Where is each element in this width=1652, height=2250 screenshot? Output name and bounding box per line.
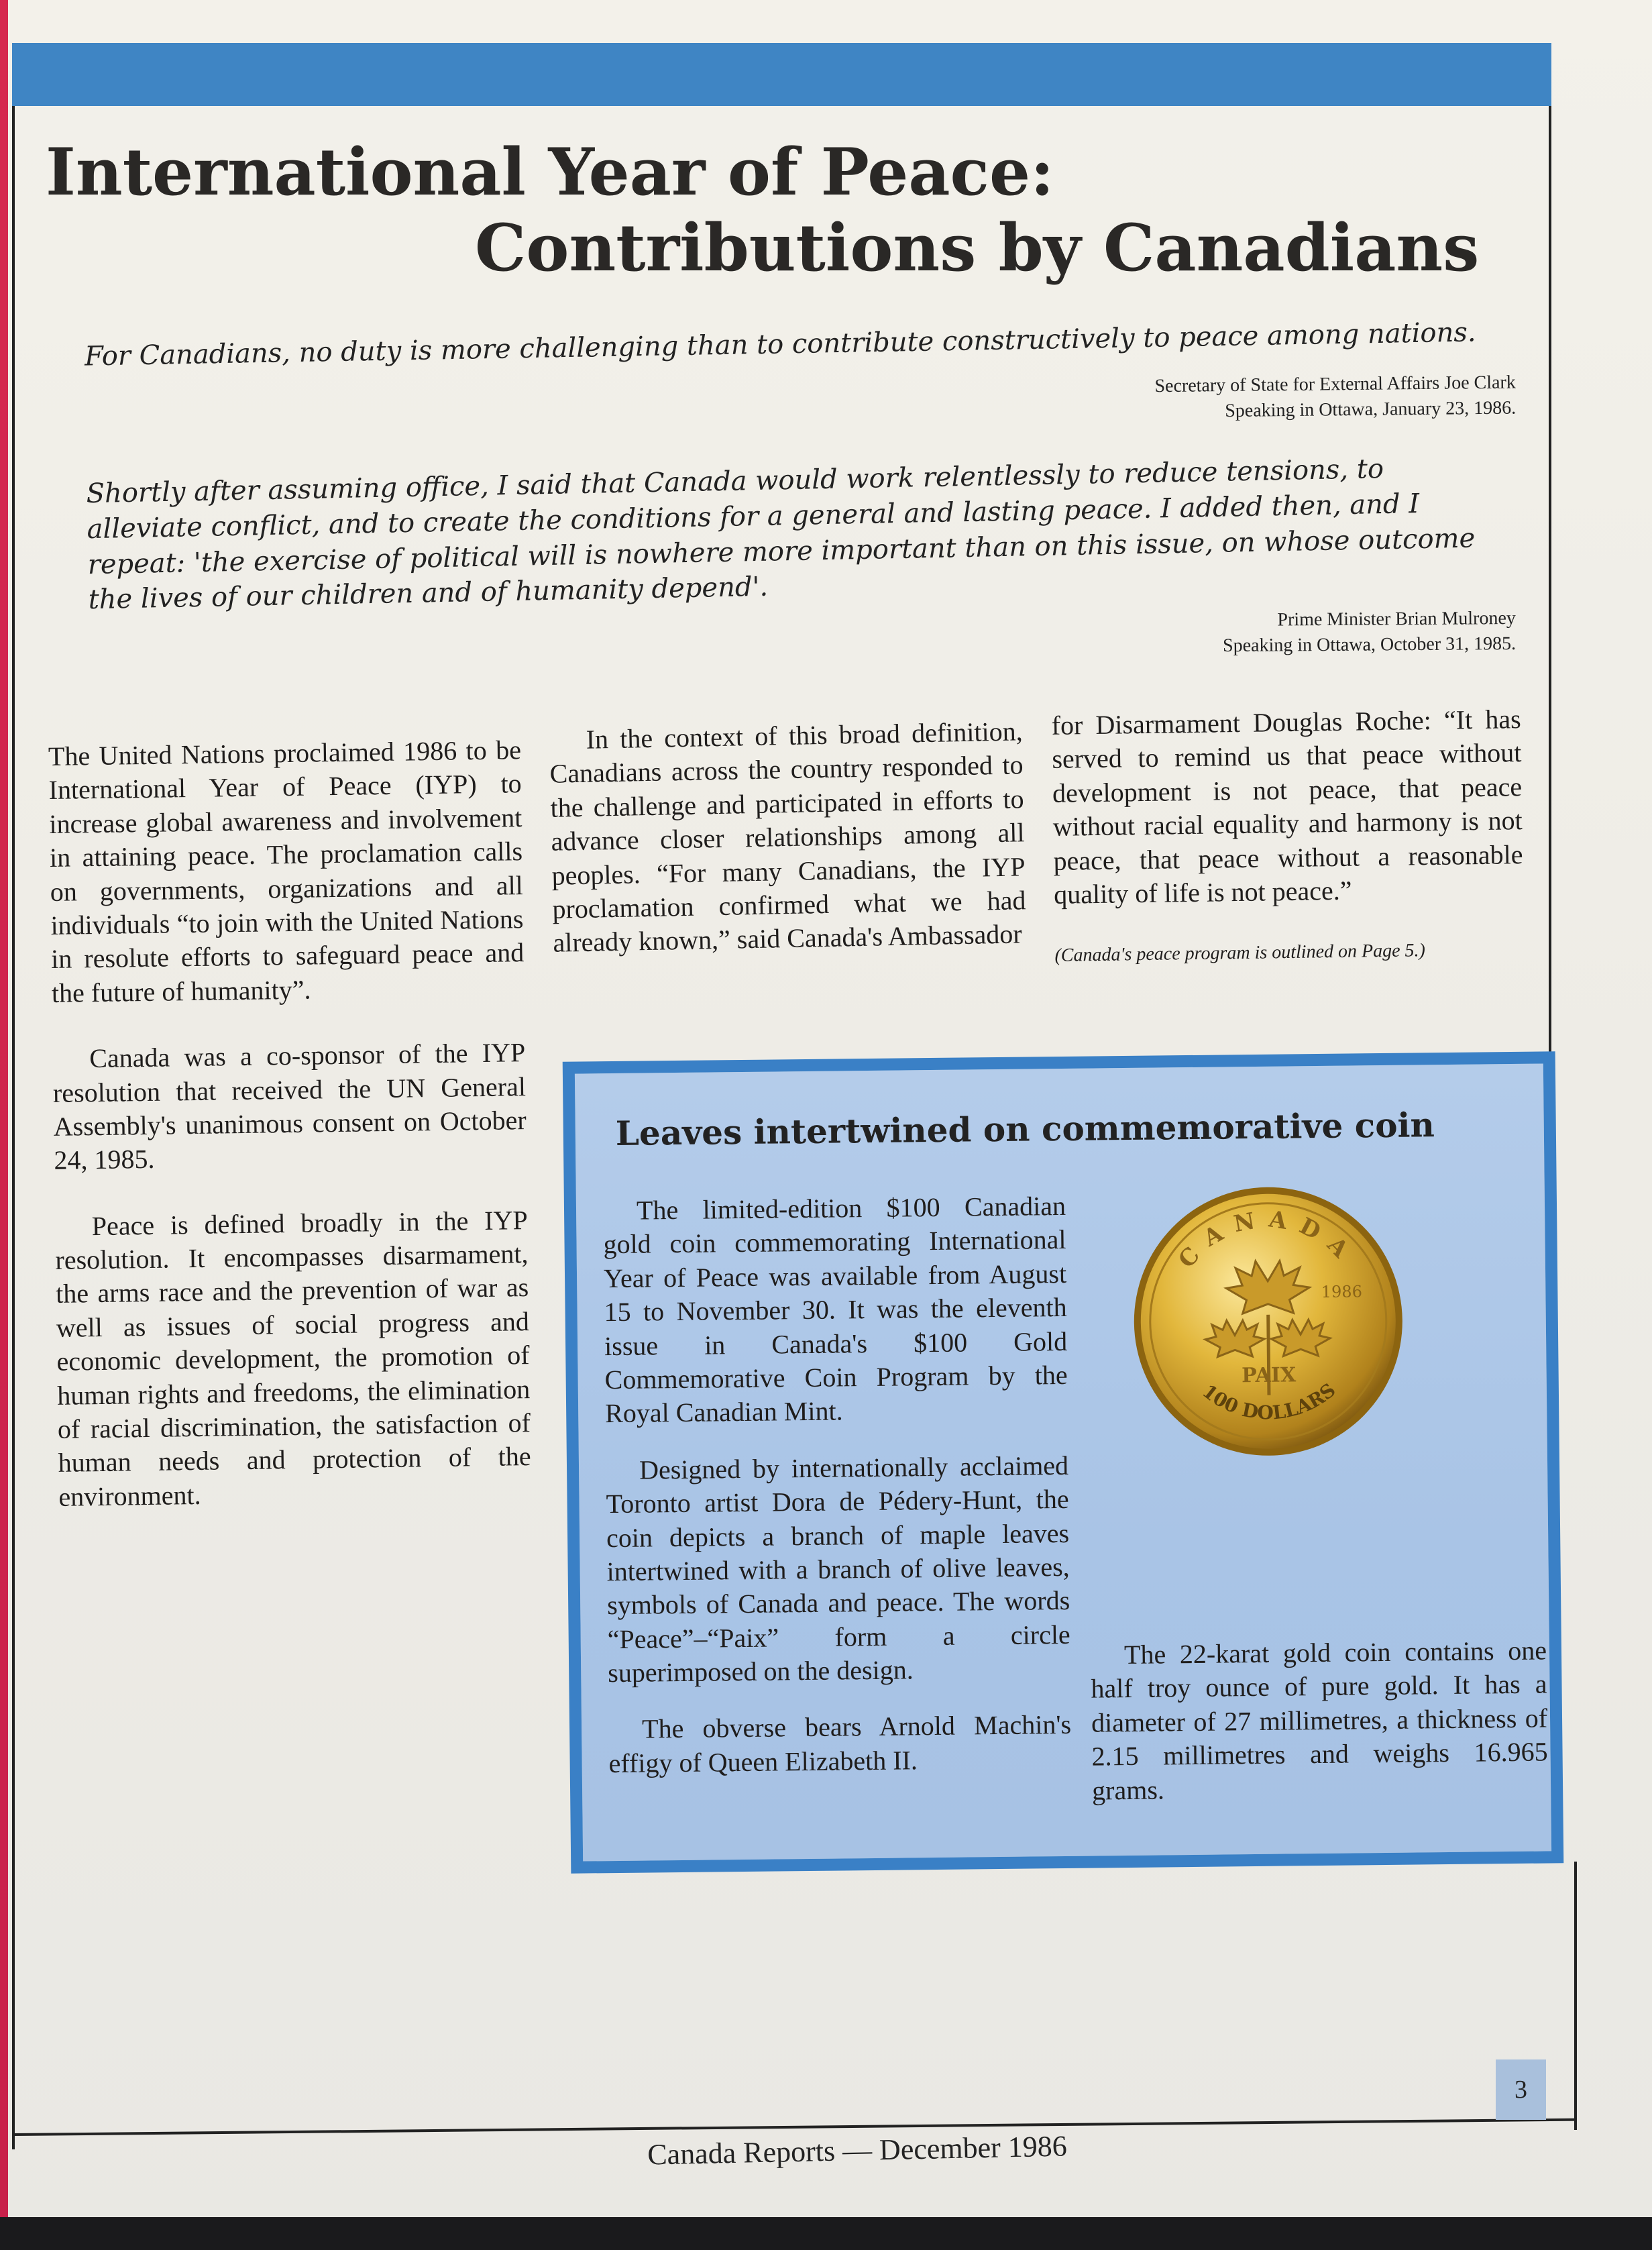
quote-clark: For Canadians, no duty is more challenging than to contribute constructively to peace among nations. — [84, 317, 1476, 372]
coin-year: 1986 — [1321, 1282, 1363, 1301]
article-title — [46, 134, 1521, 286]
frame-rule-left — [12, 106, 15, 2149]
gold-coin-image — [1126, 1179, 1411, 1464]
quote-clark-attribution — [939, 370, 1517, 427]
attribution-name: Secretary of State for External Affairs Joe Clark — [1154, 372, 1516, 397]
coin-top-legend: CANADA — [1173, 1206, 1362, 1274]
attribution-place: Speaking in Ottawa, January 23, 1986. — [1225, 397, 1517, 421]
page-number: 3 — [1496, 2059, 1546, 2120]
paragraph: for Disarmament Douglas Roche: “It has served to remind us that peace without development is not peace, that peace without racial equality and harmony is not peace, that peace without a reasonable quality of life is not peace.” — [1051, 704, 1523, 910]
quote-mulroney: Shortly after assuming office, I said that Canada would work relentlessly to reduce tensions, to alleviate conflict, and to create the conditions for a general and lasting peace. I added then, and I repeat: 'the exercise of political will is nowhere more important than on this issue, on whose outcome the lives of our children and of humanity depend'. — [86, 453, 1476, 616]
scan-background-bottom — [0, 2217, 1652, 2250]
page-footer: Canada Reports — December 1986 — [647, 2129, 1068, 2172]
attribution-name: Prime Minister Brian Mulroney — [1277, 607, 1516, 631]
page-reference-note: (Canada's peace program is outlined on Page 5.) — [1054, 940, 1426, 967]
page-edge-red — [0, 0, 8, 2250]
frame-rule-right — [1549, 106, 1551, 1062]
header-blue-bar — [12, 43, 1551, 106]
paragraph: Peace is defined broadly in the IYP resolution. It encompasses disarmament, the arms race and the prevention of war as well as issues of social progress and economic development, the promotion of human rights and freedoms, the elimination of racial discrimination, the satisfaction of human needs and protection of the environment. — [55, 1204, 531, 1512]
paragraph: Designed by internationally acclaimed Toronto artist Dora de Pédery-Hunt, the coin depicts a branch of maple leaves intertwined with a branch of olive leaves, symbols of Canada and peace. The words “Peace”–“Paix” form a circle superimposed on the design. — [606, 1450, 1070, 1689]
paragraph: The limited-edition $100 Canadian gold coin commemorating International Year of Peace was available from August 15 to November 30. It was the eleventh issue in Canada's $100 Gold Commemorative Coin Program by the Royal Canadian Mint. — [603, 1190, 1068, 1429]
body-column-2 — [549, 714, 1028, 992]
paragraph: The United Nations proclaimed 1986 to be International Year of Peace (IYP) to increase global awareness and involvement in attaining peace. The proclamation calls on governments, organizations and all individuals “to join with the United Nations in resolute efforts to safeguard peace and the future of humanity”. — [48, 735, 525, 1008]
body-column-3 — [1051, 702, 1524, 967]
paragraph: The obverse bears Arnold Machin's effigy of Queen Elizabeth II. — [608, 1709, 1072, 1778]
quote-mulroney-attribution — [939, 606, 1517, 661]
title-line-1: International Year of Peace: — [46, 134, 1054, 210]
sidebar-title: Leaves intertwined on commemorative coin — [615, 1105, 1435, 1153]
coin-sidebar — [563, 1051, 1564, 1873]
frame-rule-bottom — [13, 2119, 1576, 2136]
sidebar-column-2 — [1091, 1633, 1549, 1830]
paragraph: The 22-karat gold coin contains one half troy ounce of pure gold. It has a diameter of 27 millimetres, a thickness of 2.15 millimetres and weighs 16.965 grams. — [1091, 1635, 1548, 1806]
paragraph: Canada was a co-sponsor of the IYP resolution that received the UN General Assembly's unanimous consent on October 24, 1985. — [52, 1037, 527, 1176]
sidebar-column-1 — [603, 1189, 1072, 1803]
attribution-place: Speaking in Ottawa, October 31, 1985. — [1222, 633, 1517, 656]
title-line-2: Contributions by Canadians — [475, 210, 1480, 286]
coin-bottom-legend: 100 DOLLARS — [1198, 1379, 1340, 1424]
coin-center-text: PAIX — [1241, 1363, 1297, 1388]
body-column-1 — [48, 733, 533, 1546]
coin-graphic — [1126, 1179, 1411, 1464]
paragraph: In the context of this broad definition, Canadians across the country responded to the challenge and participated in efforts to advance closer relationships among all peoples. “For many Canadians, the IYP proclamation confirmed what we had already known,” said Canada's Ambassador — [549, 716, 1026, 959]
frame-rule-right-lower — [1574, 1862, 1577, 2130]
